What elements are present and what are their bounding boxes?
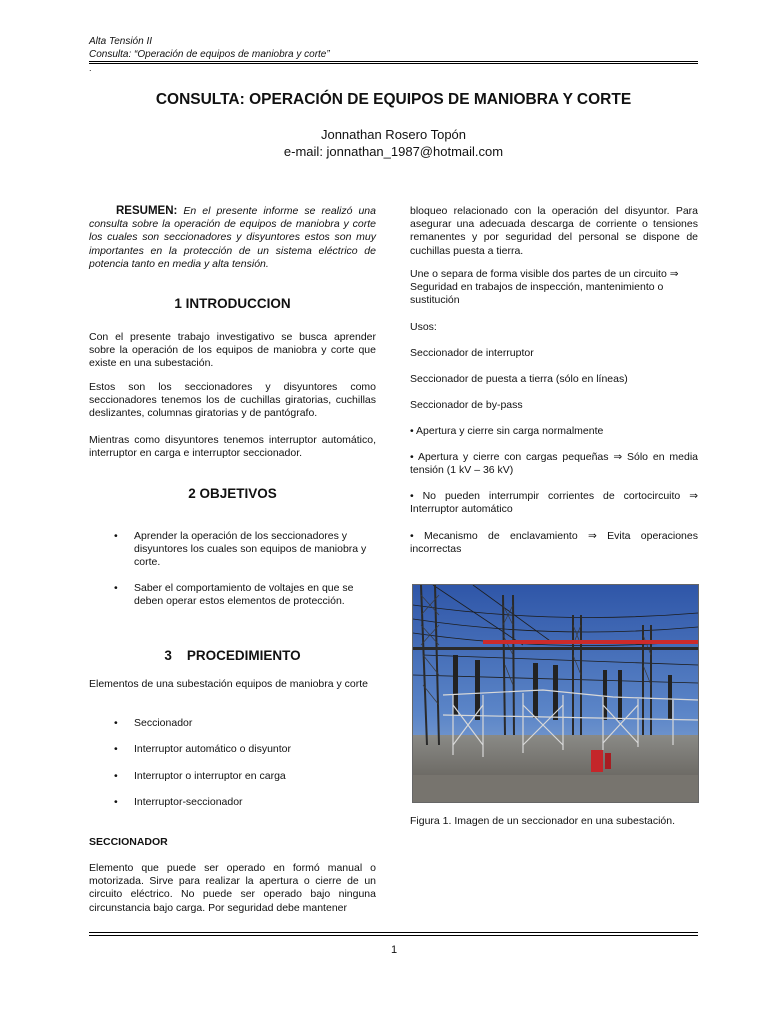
author-block [89, 126, 698, 160]
intro-paragraph-3: Mientras como disyuntores tenemos interruptor automático, interruptor en carga e interruptor seccionador. [89, 434, 376, 460]
bullet-icon: • [114, 770, 118, 782]
feature-item: • Apertura y cierre sin carga normalmente [410, 425, 604, 437]
bullet-icon: • [114, 743, 118, 755]
author-email: e-mail: jonnathan_1987@hotmail.com [283, 144, 504, 159]
uso-item: Seccionador de interruptor [410, 347, 534, 359]
substation-photo [412, 584, 699, 803]
bullet-icon: • [114, 717, 118, 729]
running-header [89, 35, 330, 61]
header-rule-thin [89, 63, 698, 64]
right-paragraph-1: bloqueo relacionado con la operación del disyuntor. Para asegurar una adecuada descarga de corriente o tensiones remanentes y por seguridad del personal se dispone de cuchillas puesta a tierra. [410, 205, 698, 257]
bullet-icon: • [114, 796, 118, 808]
feature-item: • No pueden interrumpir corrientes de cortocircuito ⇒ Interruptor automático [410, 490, 698, 516]
header-subject: Consulta: “Operación de equipos de maniobra y corte” [89, 49, 330, 60]
bullet-icon: • [114, 530, 118, 542]
procedimiento-item: Interruptor-seccionador [134, 796, 243, 808]
bullet-icon: • [114, 582, 118, 594]
procedimiento-intro: Elementos de una subestación equipos de maniobra y corte [89, 678, 369, 690]
feature-item: • Apertura y cierre con cargas pequeñas ⇒ Sólo en media tensión (1 kV – 36 kV) [410, 451, 698, 477]
section-heading-introduccion: 1 INTRODUCCION [174, 296, 291, 311]
footer-rule-thin [89, 935, 698, 936]
abstract-label: RESUMEN: [116, 205, 178, 217]
uso-item: Seccionador de puesta a tierra (sólo en líneas) [410, 373, 628, 385]
seccionador-paragraph: Elemento que puede ser operado en formó manual o motorizada. Sirve para realizar la apertura o cierre de un circuito eléctrico. No puede ser operado bajo ninguna circunstancia bajo carga. Por seguridad debe mantener [89, 862, 376, 914]
uso-item: Seccionador de by-pass [410, 399, 523, 411]
section-heading-objetivos: 2 OBJETIVOS [188, 486, 277, 501]
objetivo-text: Saber el comportamiento de voltajes en que se deben operar estos elementos de protección. [134, 582, 354, 608]
abstract [89, 205, 376, 271]
paper-title: CONSULTA: OPERACIÓN DE EQUIPOS DE MANIOBRA Y CORTE [155, 91, 632, 108]
header-rule [89, 61, 698, 62]
procedimiento-item: Interruptor automático o disyuntor [134, 743, 291, 755]
page-number: 1 [390, 944, 398, 956]
intro-paragraph-2: Estos son los seccionadores y disyuntores como seccionadores tenemos los de cuchillas giratorias, cuchillas deslizantes, columnas giratorias y de pantógrafo. [89, 381, 376, 420]
section-heading-procedimiento [89, 648, 376, 663]
procedimiento-heading-text: 3 PROCEDIMIENTO [164, 648, 301, 663]
intro-paragraph-1: Con el presente trabajo investigativo se busca aprender sobre la operación de los equipos de maniobra y corte que existe en una subestación. [89, 331, 376, 370]
header-dot: . [89, 63, 92, 73]
footer-rule [89, 932, 698, 933]
procedimiento-item: Interruptor o interruptor en carga [134, 770, 286, 782]
procedimiento-item: Seccionador [134, 717, 193, 729]
usos-label: Usos: [410, 321, 437, 333]
header-course: Alta Tensión II [89, 36, 153, 47]
figure-caption: Figura 1. Imagen de un seccionador en una subestación. [410, 815, 676, 827]
subsection-heading-seccionador: SECCIONADOR [89, 836, 168, 848]
objetivo-text: Aprender la operación de los seccionadores y disyuntores los cuales son equipos de maniobra y corte. [134, 530, 367, 569]
right-paragraph-2: Une o separa de forma visible dos partes de un circuito ⇒ Seguridad en trabajos de inspección, mantenimiento o sustitución [410, 268, 679, 307]
author-name: Jonnathan Rosero Topón [320, 127, 467, 142]
abstract-text: En el presente informe se realizó una consulta sobre la operación de equipos de maniobra y corte los cuales son seccionadores y disyuntores estos son muy importantes en la protección de un sistema eléctrico de potencia tanto en media y alta tensión. [89, 205, 376, 270]
feature-item: • Mecanismo de enclavamiento ⇒ Evita operaciones incorrectas [410, 530, 698, 556]
